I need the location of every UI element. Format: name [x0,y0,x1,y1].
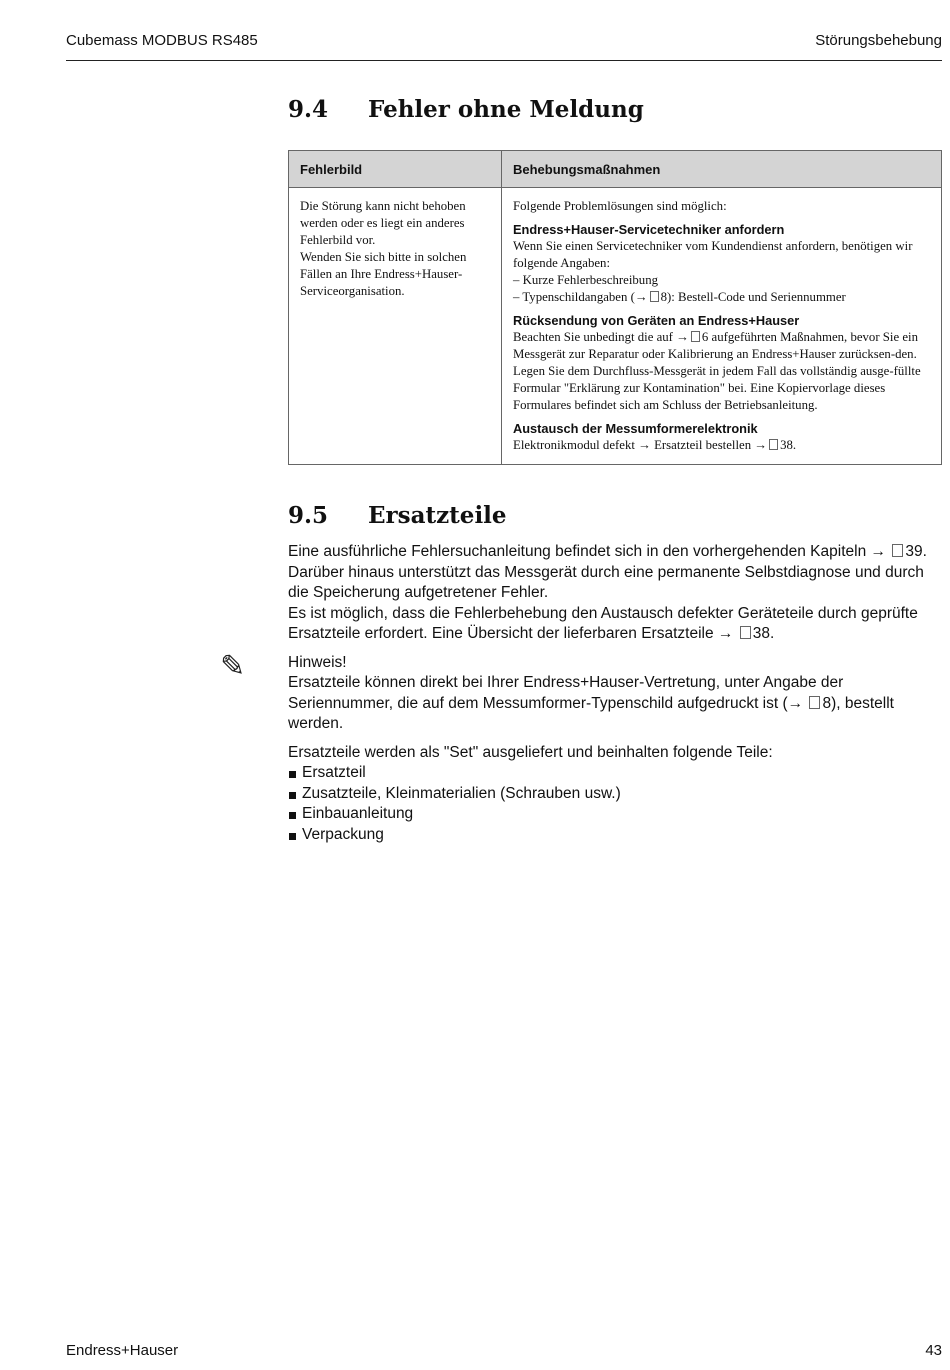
remedy-text-service: Wenn Sie einen Servicetechniker vom Kundendienst anfordern, benötigen wir folgende Angaben: [513,239,913,270]
page-icon [740,626,751,639]
page-icon [892,544,903,557]
list-item: – Typenschildangaben (→ 8): Bestell-Code und Seriennummer [513,290,846,304]
table-header-row [289,151,942,188]
text-run: Elektronikmodul defekt → Ersatzteil bestellen → [513,438,768,452]
text-run: Es ist möglich, dass die Fehlerbehebung den Austausch defekter Geräteteile durch geprüfte Ersatzteile erfordert. Eine Übersicht der lieferbaren Ersatzteile → [288,604,918,642]
table-row [289,188,942,465]
text-run: Ersatzteile können direkt bei Ihrer Endress+Hauser-Vertretung, unter Angabe der Seriennummer, die auf dem Messumformer-Typenschild aufgedruckt ist (→ [288,674,844,712]
symptom-line: werden oder es liegt ein anderes [300,216,465,230]
list-item-text: Kurze Fehlerbeschreibung [522,273,658,287]
page-icon [691,331,700,342]
column-header-symptom: Fehlerbild [289,151,502,188]
paragraph: Darüber hinaus unterstützt das Messgerät durch eine permanente Selbstdiagnose und durch die Speicherung aufgetretener Fehler. [288,563,924,601]
list-item-text: Typenschildangaben (→ [522,290,648,304]
paragraph [288,604,942,645]
remedy-title-electronics: Austausch der Messumformerelektronik [513,421,758,436]
list-item: Verpackung [288,825,942,846]
note-label: Hinweis! [288,653,347,671]
page-icon [769,439,778,450]
section-number: 9.4 [288,96,329,123]
remedy-title-return: Rücksendung von Geräten an Endress+Hauser [513,313,800,328]
list-item: – Kurze Fehlerbeschreibung [513,273,658,287]
text-run: Beachten Sie unbedingt die auf → [513,330,689,344]
symptom-line: Fehlerbild vor. [300,233,376,247]
section-body [288,542,942,845]
parts-list [288,763,942,845]
footer-brand: Endress+Hauser [66,1342,179,1359]
symptom-line: Die Störung kann nicht behoben [300,199,466,213]
symptom-line: Wenden Sie sich bitte in solchen [300,250,467,264]
header-title: Cubemass MODBUS RS485 [66,32,258,49]
text-run: 6 aufgeführten Maßnahmen, bevor Sie ein Messgerät zur Reparatur oder Kalibrierung an Endress+Hauser zurücksen-den. Legen Sie dem Durchfluss-Messgerät in jedem Fall das vollständig ausge-füllte Formular "Erklärung zur Kontamination" bei. Eine Kopiervorlage dieses Formulares befindet sich am Schluss der Betriebsanleitung. [513,330,921,412]
error-table [288,150,942,465]
text-run: Eine ausführliche Fehlersuchanleitung befindet sich in den vorhergehenden Kapiteln → [288,543,887,560]
remedy-cell [502,188,942,465]
remedy-text-return [513,329,930,414]
section-heading-9-5 [288,502,507,529]
note-text [288,673,942,735]
remedy-title-service: Endress+Hauser-Servicetechniker anfordern [513,222,785,237]
remedy-text-electronics [513,437,930,454]
list-item: Zusatzteile, Kleinmaterialien (Schrauben usw.) [288,784,942,805]
symptom-line: Serviceorganisation. [300,284,405,298]
text-run: 38. [752,625,775,642]
column-header-remedy: Behebungsmaßnahmen [502,151,942,188]
pencil-icon: ✎ [220,650,246,683]
text-run: 38. [780,438,797,452]
text-run: 39. [905,543,927,560]
page-header [66,32,942,61]
symptom-cell [289,188,502,465]
paragraph [288,542,942,563]
section-heading-9-4 [288,96,644,123]
remedy-intro: Folgende Problemlösungen sind möglich: [513,199,727,213]
section-number: 9.5 [288,502,329,529]
section-title: Fehler ohne Meldung [368,96,644,123]
symptom-line: Fällen an Ihre Endress+Hauser- [300,267,463,281]
list-intro: Ersatzteile werden als "Set" ausgeliefert und beinhalten folgende Teile: [288,743,773,761]
header-section: Störungsbehebung [815,32,942,49]
section-title: Ersatzteile [368,502,507,529]
text-run: 8), bestellt werden. [288,694,894,732]
page-icon [650,291,659,302]
list-item: Einbauanleitung [288,804,942,825]
list-item-text: 8): Bestell-Code und Seriennummer [660,290,846,304]
list-item: Ersatzteil [288,763,942,784]
page-icon [809,696,820,709]
page-number: 43 [925,1342,942,1359]
